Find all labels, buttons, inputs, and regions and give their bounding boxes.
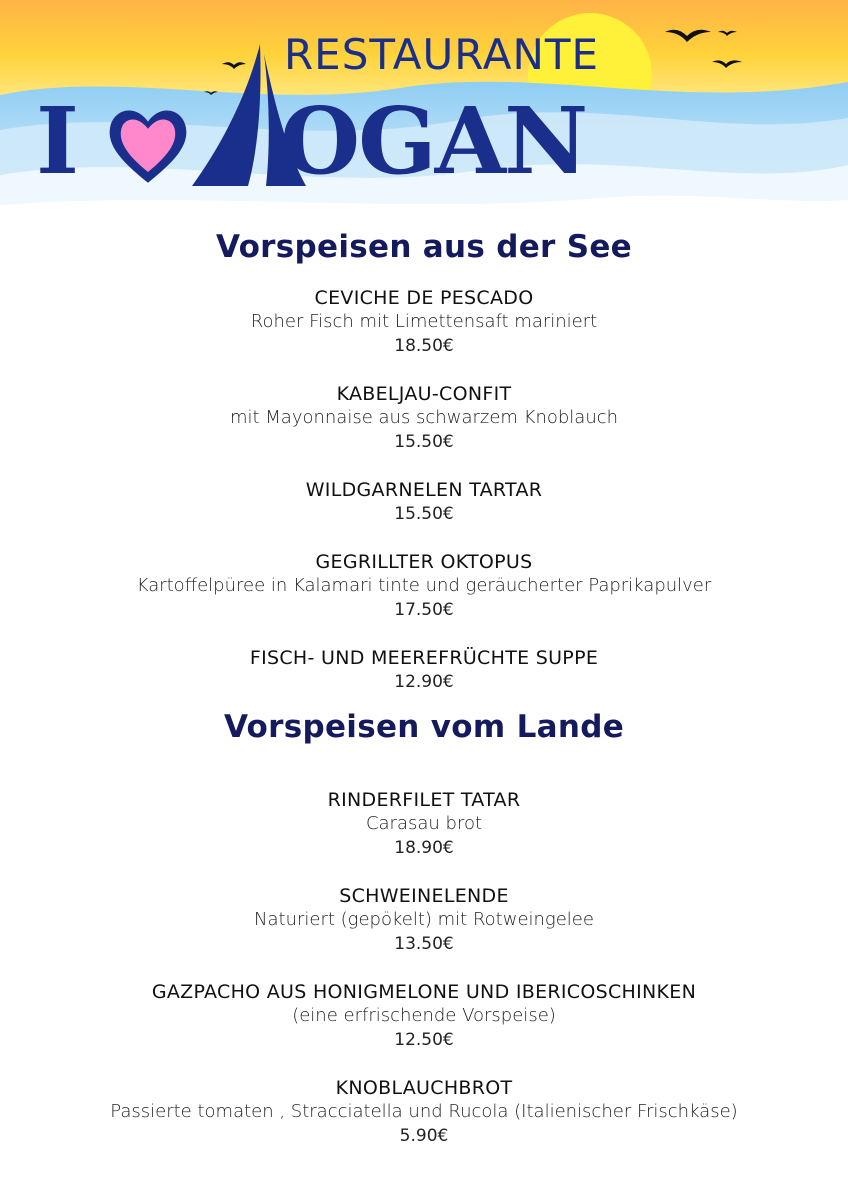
- brand-subtitle: RESTAURANTE: [284, 30, 600, 79]
- section-title: Vorspeisen aus der See: [215, 229, 633, 265]
- item-description: Naturiert (gepökelt) mit Rotweingelee: [254, 909, 594, 930]
- item-description: (eine erfrischende Vorspeise): [292, 1005, 556, 1026]
- menu-item: [0, 1076, 848, 1148]
- item-description: mit Mayonnaise aus schwarzem Knoblauch: [229, 407, 619, 428]
- item-price: 17.50€: [394, 600, 454, 620]
- item-description: Roher Fisch mit Limettensaft mariniert: [250, 311, 598, 332]
- section-title: Vorspeisen vom Lande: [223, 709, 625, 745]
- item-name: WILDGARNELEN TARTAR: [305, 479, 543, 501]
- item-name: GAZPACHO AUS HONIGMELONE UND IBERICOSCHINKEN: [151, 981, 697, 1003]
- item-price: 5.90€: [399, 1126, 449, 1146]
- item-name: KABELJAU-CONFIT: [336, 383, 512, 405]
- item-description: Kartoffelpüree in Kalamari tinte und geräucherter Paprikapulver: [136, 575, 712, 596]
- heart-icon: [103, 100, 193, 190]
- menu-item: [0, 980, 848, 1052]
- item-description: Passierte tomaten , Stracciatella und Rucola (Italienischer Frischkäse): [110, 1101, 738, 1122]
- brand-letter-i: I: [36, 87, 80, 195]
- item-price: 15.50€: [394, 432, 454, 452]
- item-price: 18.50€: [394, 336, 454, 356]
- menu-item: [0, 646, 848, 694]
- item-name: FISCH- UND MEEREFRÜCHTE SUPPE: [249, 647, 599, 669]
- menu-item: [0, 286, 848, 358]
- item-name: CEVICHE DE PESCADO: [314, 287, 534, 309]
- item-name: SCHWEINELENDE: [339, 885, 509, 907]
- menu-section: [0, 704, 848, 1148]
- menu-section: [0, 224, 848, 694]
- menu-item: [0, 382, 848, 454]
- item-price: 18.90€: [394, 838, 454, 858]
- menu-item: [0, 884, 848, 956]
- item-price: 13.50€: [394, 934, 454, 954]
- item-name: KNOBLAUCHBROT: [335, 1077, 513, 1099]
- item-price: 12.50€: [394, 1030, 454, 1050]
- menu-content: [0, 222, 848, 1148]
- menu-item: [0, 478, 848, 526]
- item-name: GEGRILLTER OKTOPUS: [315, 551, 533, 573]
- item-price: 12.90€: [394, 672, 454, 692]
- item-name: RINDERFILET TATAR: [327, 789, 521, 811]
- item-price: 15.50€: [394, 504, 454, 524]
- brand-name: OGAN: [280, 87, 587, 195]
- menu-item: [0, 550, 848, 622]
- menu-item: [0, 788, 848, 860]
- item-description: Carasau brot: [365, 813, 483, 834]
